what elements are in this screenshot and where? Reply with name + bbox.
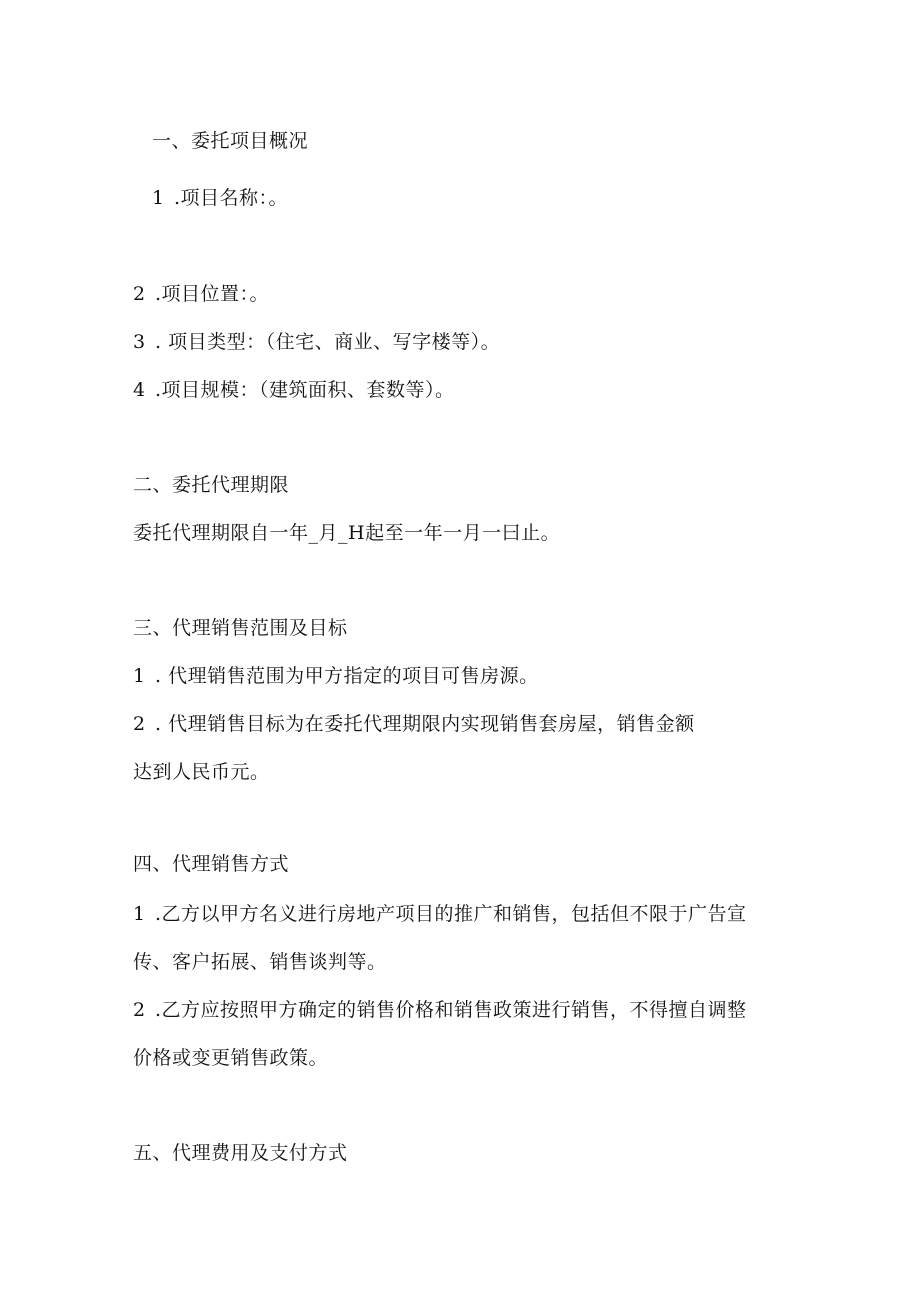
- item-text: .项目名称：。: [174, 187, 289, 209]
- list-item-continuation: 价格或变更销售政策。: [133, 1047, 329, 1069]
- item-number: 2: [133, 713, 146, 735]
- item-text: . 项目类型：（住宅、商业、写字楼等）。: [155, 331, 501, 353]
- list-item: [133, 664, 539, 688]
- list-item: [133, 282, 269, 306]
- list-item: [133, 378, 455, 402]
- list-item-continuation: 达到人民币元。: [133, 761, 270, 783]
- item-number: 3: [133, 331, 146, 353]
- item-text: .乙方以甲方名义进行房地产项目的推广和销售，包括但不限于广告宣: [155, 903, 747, 925]
- list-item-continuation: 传、客户拓展、销售谈判等。: [133, 951, 387, 973]
- section-heading-2: 二、委托代理期限: [133, 474, 290, 496]
- item-number: 2: [133, 999, 146, 1021]
- item-text: .项目规模：（建筑面积、套数等）。: [155, 379, 455, 401]
- item-number: 2: [133, 283, 146, 305]
- list-item: [133, 330, 500, 354]
- item-text: .项目位置：。: [155, 283, 270, 305]
- item-text: . 代理销售目标为在委托代理期限内实现销售套房屋，销售金额: [155, 713, 695, 735]
- item-number: 4: [133, 379, 146, 401]
- section-heading-1: 一、委托项目概况: [152, 130, 309, 152]
- section-heading-4: 四、代理销售方式: [133, 853, 290, 875]
- item-text: . 代理销售范围为甲方指定的项目可售房源。: [155, 665, 539, 687]
- item-number: 1: [133, 665, 146, 687]
- list-item: [133, 712, 695, 736]
- section-heading-5: 五、代理费用及支付方式: [133, 1142, 348, 1164]
- list-item: [133, 902, 747, 926]
- section-heading-3: 三、代理销售范围及目标: [133, 617, 348, 639]
- item-text: .乙方应按照甲方确定的销售价格和销售政策进行销售，不得擅自调整: [155, 999, 747, 1021]
- list-item: [152, 186, 288, 210]
- item-number: 1: [133, 903, 146, 925]
- list-item: [133, 998, 747, 1022]
- paragraph: 委托代理期限自一年_月_H起至一年一月一曰止。: [133, 522, 561, 544]
- item-number: 1: [152, 187, 165, 209]
